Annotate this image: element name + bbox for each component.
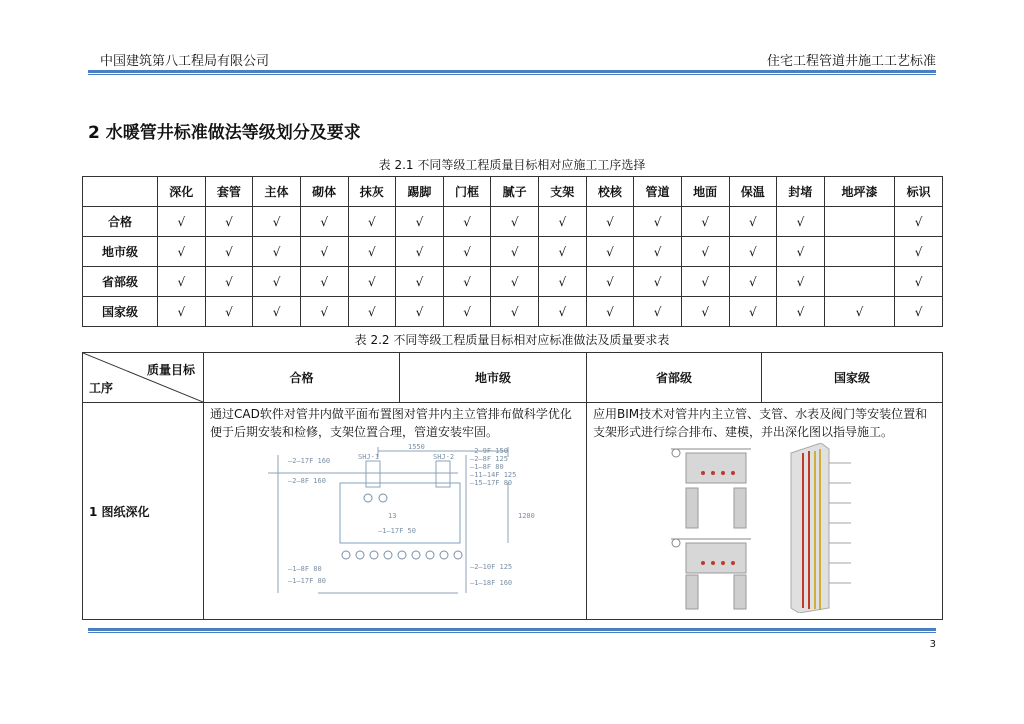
check-cell: √ [895, 237, 943, 267]
check-cell: √ [300, 267, 348, 297]
cad-label-r2: —1—8F 80 [470, 463, 504, 471]
check-cell: √ [729, 207, 777, 237]
check-cell: √ [586, 207, 634, 237]
check-cell: √ [443, 297, 491, 327]
table-row [83, 267, 943, 297]
check-cell: √ [158, 207, 206, 237]
check-cell: √ [895, 297, 943, 327]
check-cell: √ [253, 297, 301, 327]
check-cell: √ [777, 267, 825, 297]
check-cell [824, 207, 894, 237]
check-cell: √ [158, 267, 206, 297]
corner-cell [83, 353, 204, 403]
column-header: 封堵 [777, 177, 825, 207]
check-cell: √ [681, 297, 729, 327]
check-cell: √ [586, 297, 634, 327]
check-cell: √ [348, 297, 396, 327]
check-cell: √ [253, 237, 301, 267]
check-cell: √ [777, 207, 825, 237]
check-cell: √ [634, 207, 682, 237]
cad-label-r5: —2—10F 125 [470, 563, 513, 571]
check-cell: √ [396, 237, 444, 267]
cad-dim-1: 1550 [408, 443, 425, 451]
check-cell: √ [253, 267, 301, 297]
column-header: 标识 [895, 177, 943, 207]
check-cell: √ [539, 207, 587, 237]
column-header: 校核 [586, 177, 634, 207]
section-title: 2 水暖管井标准做法等级划分及要求 [88, 123, 361, 143]
check-cell: √ [205, 297, 253, 327]
check-cell: √ [895, 267, 943, 297]
bim-model-image [587, 443, 942, 613]
corner-top-label: 质量目标 [146, 363, 195, 377]
cad-label-l2: —1—8F 80 [288, 565, 322, 573]
check-cell: √ [443, 207, 491, 237]
cad-label-r4: —15—17F 80 [470, 479, 513, 487]
header-rule [88, 70, 936, 73]
check-cell: √ [681, 237, 729, 267]
check-cell: √ [491, 207, 539, 237]
row-header: 国家级 [83, 297, 158, 327]
level-header-4: 国家级 [762, 353, 943, 403]
cad-label-l3: —1—17F 80 [288, 577, 326, 585]
table-row [83, 297, 943, 327]
column-header: 腻子 [491, 177, 539, 207]
check-cell: √ [681, 207, 729, 237]
check-cell: √ [491, 297, 539, 327]
column-header: 门框 [443, 177, 491, 207]
cad-label-l0: —2—17F 160 [288, 457, 331, 465]
check-cell: √ [300, 237, 348, 267]
table-row [83, 207, 943, 237]
check-cell: √ [348, 207, 396, 237]
column-header: 支架 [539, 177, 587, 207]
check-cell: √ [539, 297, 587, 327]
quality-table [82, 352, 943, 620]
table-row [83, 237, 943, 267]
column-header: 地面 [681, 177, 729, 207]
cad-label-r3: —11—14F 125 [470, 471, 517, 479]
cad-drawing [204, 443, 586, 603]
header-rule-thin [88, 74, 936, 75]
cad-label-l5: SHJ-2 [433, 453, 455, 461]
header-doc-title: 住宅工程管道井施工工艺标准 [766, 54, 936, 69]
column-header: 主体 [253, 177, 301, 207]
process-label: 1 图纸深化 [83, 403, 204, 620]
check-cell: √ [824, 297, 894, 327]
cad-label-r0: —2—9F 150 [470, 447, 508, 455]
column-header: 踢脚 [396, 177, 444, 207]
row-header: 地市级 [83, 237, 158, 267]
column-header: 抹灰 [348, 177, 396, 207]
check-cell: √ [586, 267, 634, 297]
check-cell: √ [205, 267, 253, 297]
level-header-2: 地市级 [400, 353, 587, 403]
check-cell: √ [396, 297, 444, 327]
check-cell: √ [253, 207, 301, 237]
process-table [82, 176, 943, 327]
check-cell: √ [205, 237, 253, 267]
check-cell: √ [895, 207, 943, 237]
check-cell: √ [539, 267, 587, 297]
level-header-3: 省部级 [587, 353, 762, 403]
check-cell: √ [443, 267, 491, 297]
check-cell: √ [777, 237, 825, 267]
cad-label-r1: —2—8F 125 [470, 455, 508, 463]
cad-center-1: 13 [388, 512, 397, 520]
cad-center-2: —1—17F 50 [378, 527, 416, 535]
check-cell: √ [348, 267, 396, 297]
check-cell: √ [491, 237, 539, 267]
check-cell: √ [634, 297, 682, 327]
column-header: 套管 [205, 177, 253, 207]
check-cell: √ [300, 207, 348, 237]
column-header: 管道 [634, 177, 682, 207]
check-cell [824, 267, 894, 297]
check-cell: √ [634, 237, 682, 267]
check-cell: √ [586, 237, 634, 267]
check-cell: √ [396, 267, 444, 297]
check-cell: √ [348, 237, 396, 267]
check-cell: √ [491, 267, 539, 297]
level-header-1: 合格 [204, 353, 400, 403]
check-cell: √ [158, 297, 206, 327]
column-header: 地坪漆 [824, 177, 894, 207]
table1-caption: 表 2.1 不同等级工程质量目标相对应施工工序选择 [378, 158, 646, 172]
check-cell: √ [158, 237, 206, 267]
check-cell: √ [300, 297, 348, 327]
header-company: 中国建筑第八工程局有限公司 [100, 54, 270, 69]
check-cell: √ [729, 267, 777, 297]
row-header: 合格 [83, 207, 158, 237]
cad-label-l1: —2—8F 160 [288, 477, 326, 485]
advanced-level-cell [587, 403, 943, 620]
check-cell: √ [681, 267, 729, 297]
corner-bottom-label: 工序 [89, 381, 114, 395]
desc-right: 应用BIM技术对管井内主立管、支管、水表及阀门等安装位置和支架形式进行综合排布、建模，并出深化图以指导施工。 [593, 407, 928, 439]
table1-corner [83, 177, 158, 207]
cad-label-l4: SHJ-1 [358, 453, 380, 461]
column-header: 深化 [158, 177, 206, 207]
check-cell: √ [634, 267, 682, 297]
table2-caption: 表 2.2 不同等级工程质量目标相对应标准做法及质量要求表 [354, 333, 670, 347]
footer-rule [88, 628, 936, 631]
desc-left: 通过CAD软件对管井内做平面布置图对管井内主立管排布做科学优化便于后期安装和检修，支架位置合理，管道安装牢固。 [210, 407, 572, 439]
column-header: 保温 [729, 177, 777, 207]
page-number: 3 [929, 639, 936, 650]
cad-label-r6: —1—18F 160 [470, 579, 513, 587]
check-cell [824, 237, 894, 267]
check-cell: √ [443, 237, 491, 267]
check-cell: √ [205, 207, 253, 237]
check-cell: √ [777, 297, 825, 327]
check-cell: √ [539, 237, 587, 267]
check-cell: √ [729, 297, 777, 327]
cad-dim-2: 1280 [518, 512, 535, 520]
check-cell: √ [729, 237, 777, 267]
row-header: 省部级 [83, 267, 158, 297]
check-cell: √ [396, 207, 444, 237]
basic-level-cell [204, 403, 587, 620]
footer-rule-thin [88, 632, 936, 633]
column-header: 砌体 [300, 177, 348, 207]
